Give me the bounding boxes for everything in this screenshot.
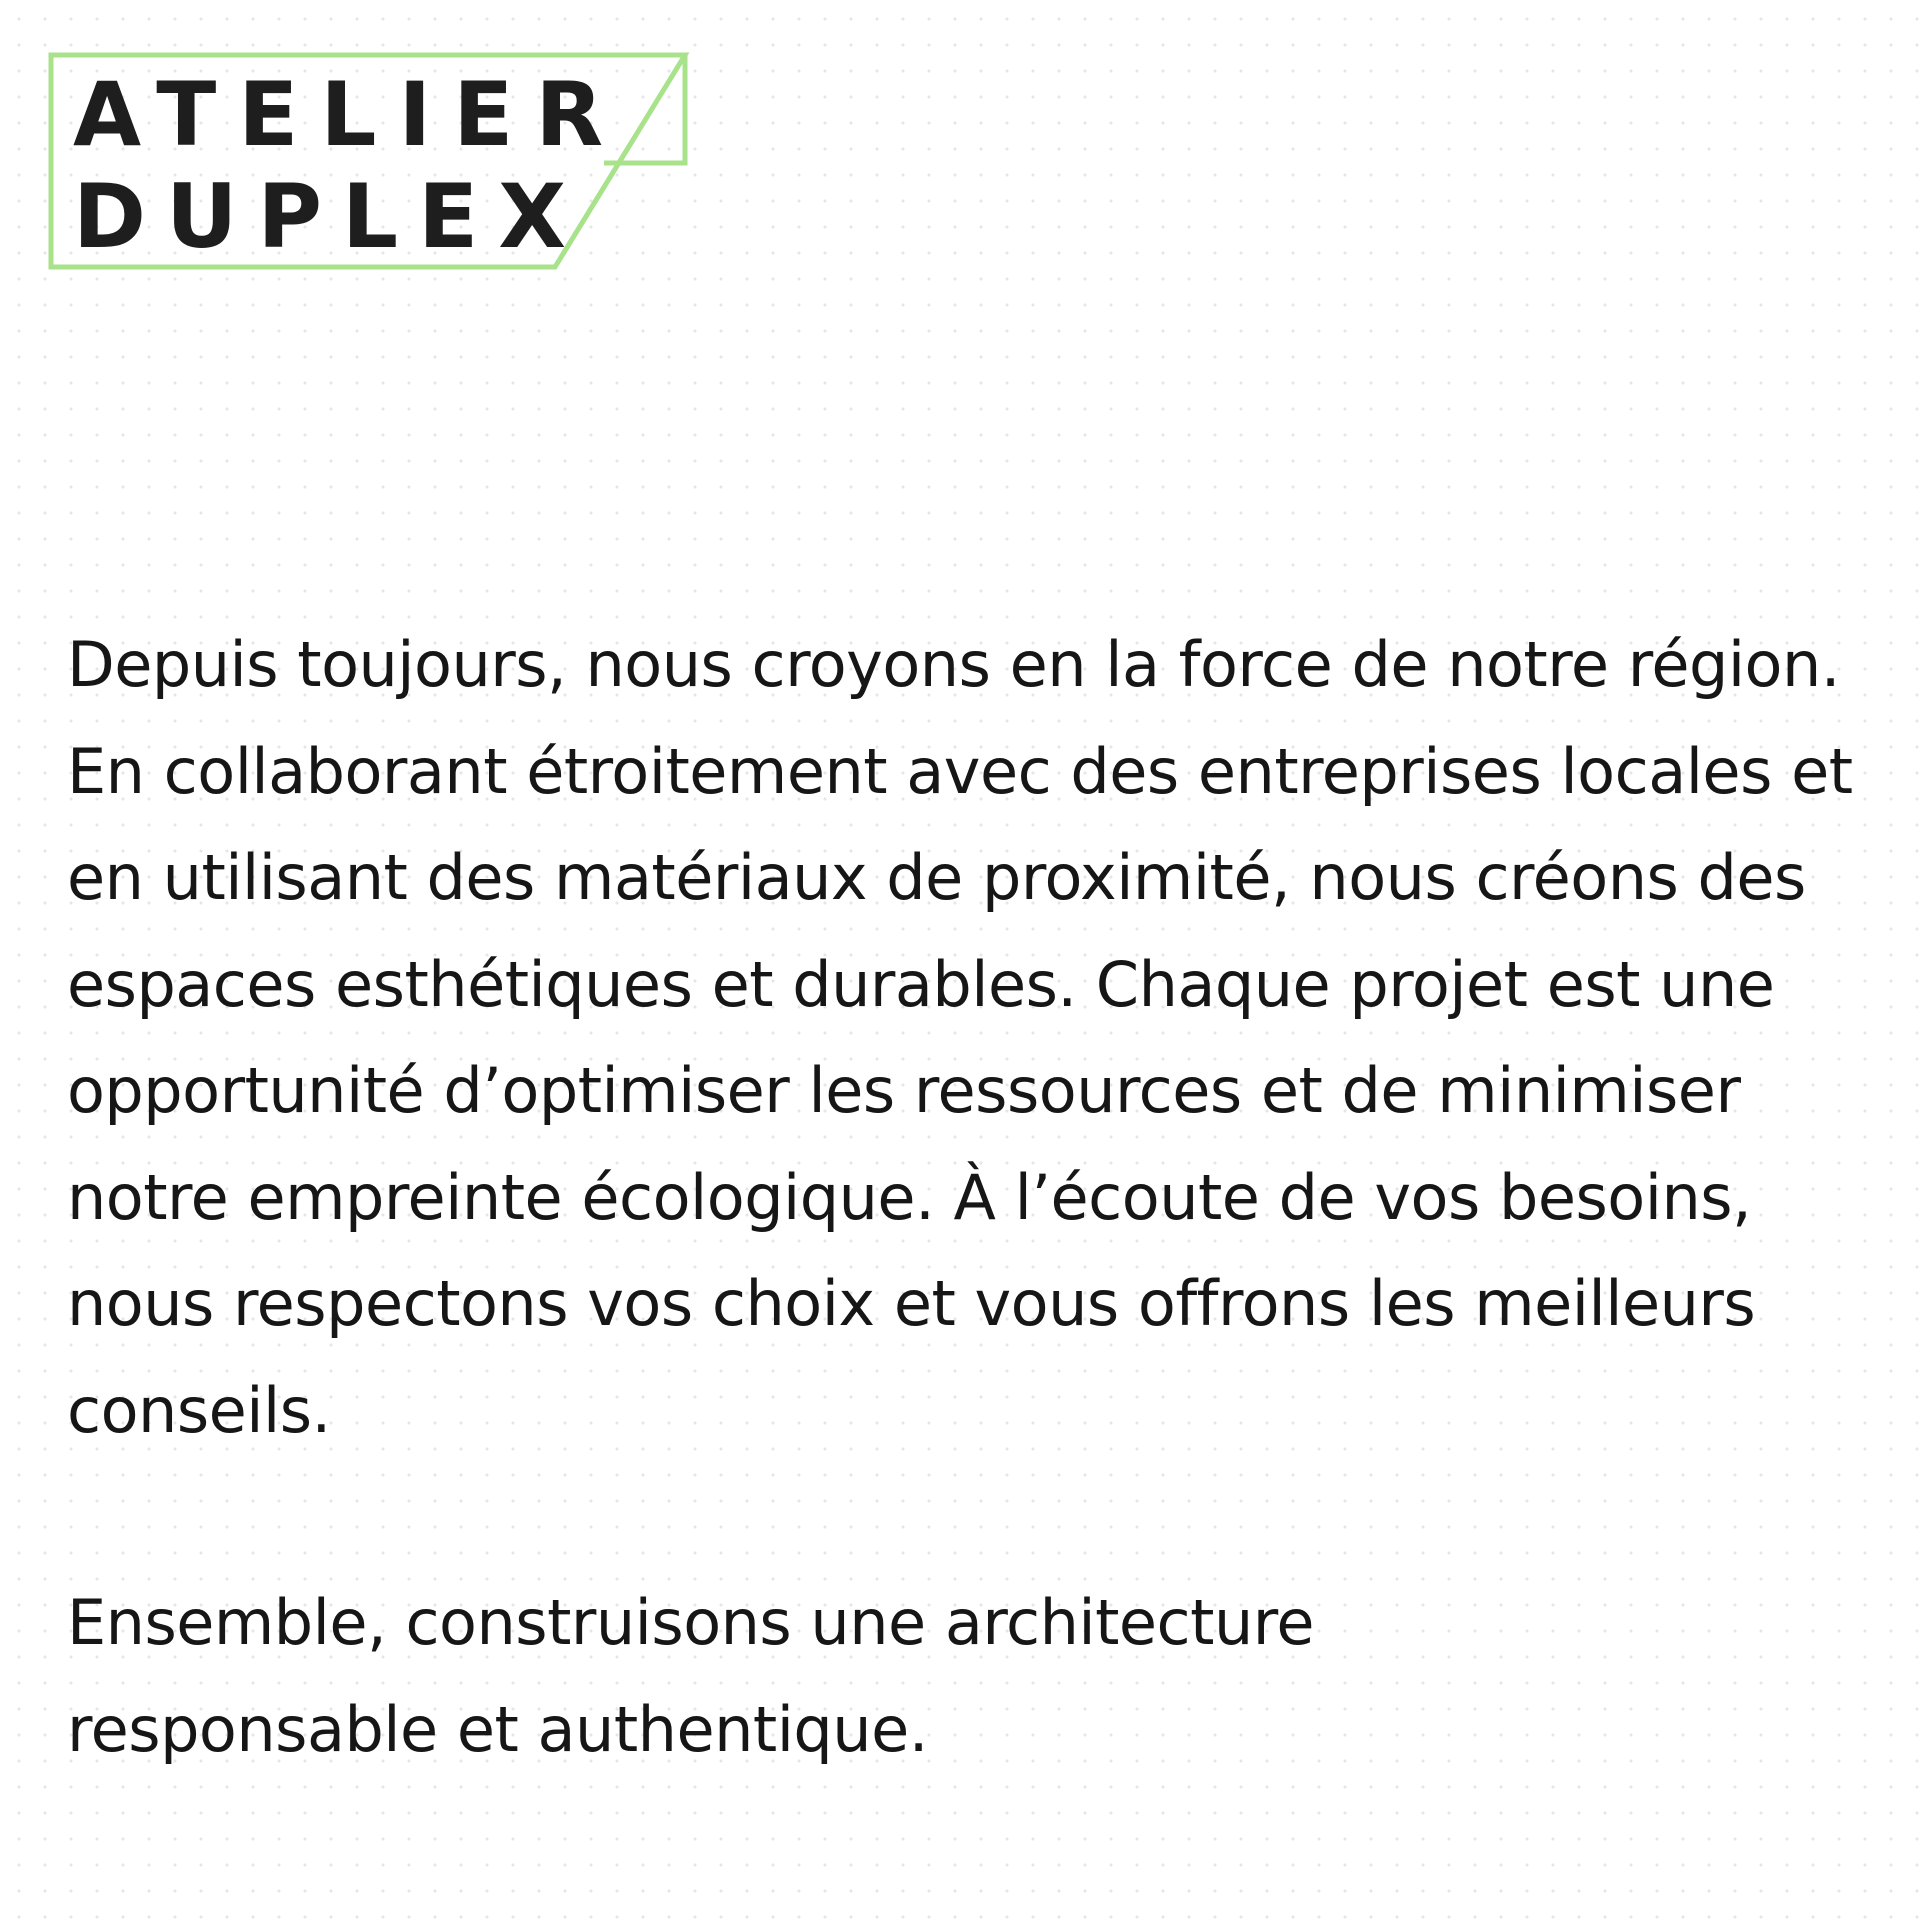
closing-paragraph: Ensemble, construisons une architecture responsable et authentique. [67, 1586, 1315, 1766]
logo-text-line2: DUPLEX [73, 165, 587, 268]
atelier-duplex-logo [49, 53, 689, 273]
logo-text-line1: ATELIER [73, 63, 626, 166]
main-text [67, 612, 1857, 1783]
intro-paragraph: Depuis toujours, nous croyons en la force de notre région. En collaborant étroitement avec des entreprises locales et en utilisant des matériaux de proximité, nous créons des espaces esthétiques et durables. Chaque projet est une opportunité d’optimiser les ressources et de minimiser notre empreinte écologique. À l’écoute de vos besoins, nous respectons vos choix et vous offrons les meilleurs conseils. [67, 628, 1853, 1447]
